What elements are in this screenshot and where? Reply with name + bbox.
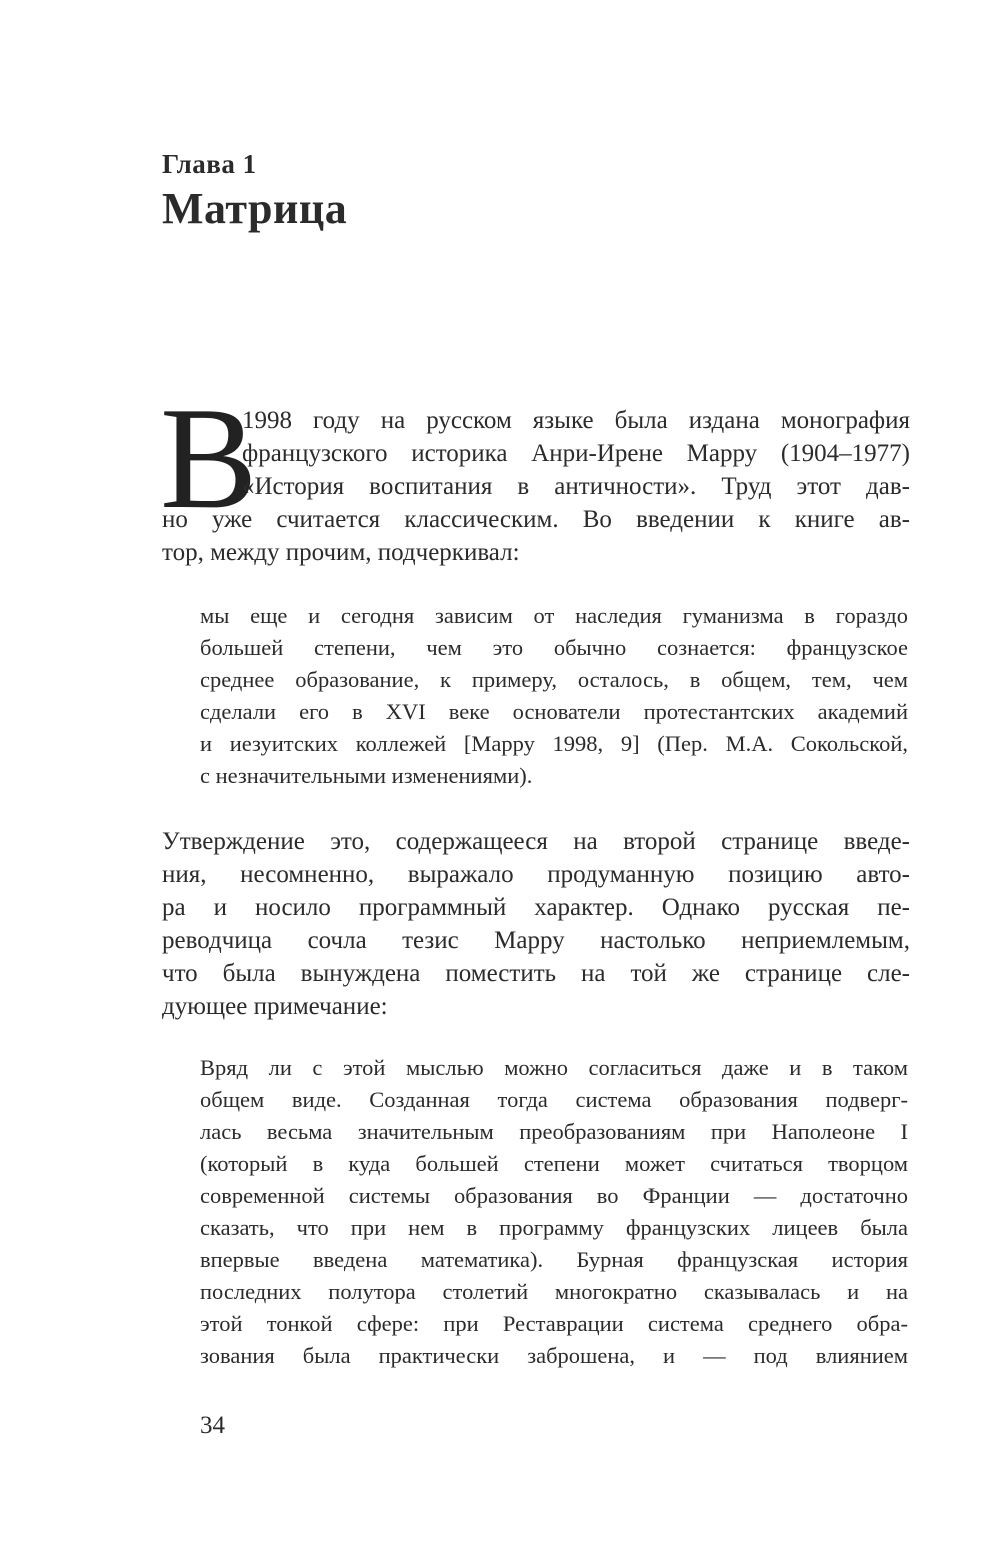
chapter-label: Глава 1 [162, 149, 257, 179]
quote-line: большей степени, чем это обычно сознается: французское [200, 635, 908, 660]
quote-line: Вряд ли с этой мыслью можно согласиться даже и в таком [200, 1055, 908, 1080]
quote-line: сказать, что при нем в программу французских лицеев была [200, 1215, 908, 1240]
paragraph-line: дующее примечание: [162, 993, 388, 1020]
paragraph-line: Утверждение это, содержащееся на второй странице введе- [162, 828, 910, 855]
quote-line: последних полутора столетий многократно сказывалась и на [200, 1279, 908, 1304]
quote-line: общем виде. Созданная тогда система образования подверг- [200, 1087, 908, 1112]
quote-line: сделали его в XVI веке основатели протестантских академий [200, 699, 908, 724]
quote-line: этой тонкой сфере: при Реставрации система среднего обра- [200, 1311, 908, 1336]
page-number: 34 [200, 1412, 225, 1439]
quote-line: современной системы образования во Франции — достаточно [200, 1183, 908, 1208]
paragraph-line: что была вынуждена поместить на той же странице сле- [162, 960, 910, 987]
quote-line: среднее образование, к примеру, осталось, в общем, тем, чем [200, 667, 908, 692]
paragraph-line: реводчица сочла тезис Марру настолько неприемлемым, [162, 927, 910, 954]
paragraph-line: ра и носило программный характер. Однако русская пе- [162, 894, 910, 921]
paragraph-line: тор, между прочим, подчеркивал: [162, 539, 520, 566]
quote-line: (который в куда большей степени может считаться творцом [200, 1151, 908, 1176]
paragraph-line: 1998 году на русском языке была издана монография [242, 407, 910, 434]
quote-line: и иезуитских коллежей [Марру 1998, 9] (Пер. М.А. Сокольской, [200, 731, 908, 756]
quote-line: с незначительными изменениями). [200, 763, 533, 788]
chapter-title: Матрица [162, 184, 348, 233]
paragraph-line: но уже считается классическим. Во введении к книге ав- [162, 506, 910, 533]
drop-cap: В [160, 377, 258, 539]
paragraph-line: «История воспитания в античности». Труд этот дав- [242, 473, 910, 500]
paragraph-line: французского историка Анри-Ирене Марру (1904–1977) [242, 440, 910, 467]
paragraph-line: ния, несомненно, выражало продуманную позицию авто- [162, 861, 910, 888]
quote-line: лась весьма значительным преобразованиям при Наполеоне I [200, 1119, 908, 1144]
quote-line: зования была практически заброшена, и — под влиянием [200, 1343, 908, 1368]
quote-line: мы еще и сегодня зависим от наследия гуманизма в гораздо [200, 603, 908, 628]
quote-line: впервые введена математика). Бурная французская история [200, 1247, 908, 1272]
